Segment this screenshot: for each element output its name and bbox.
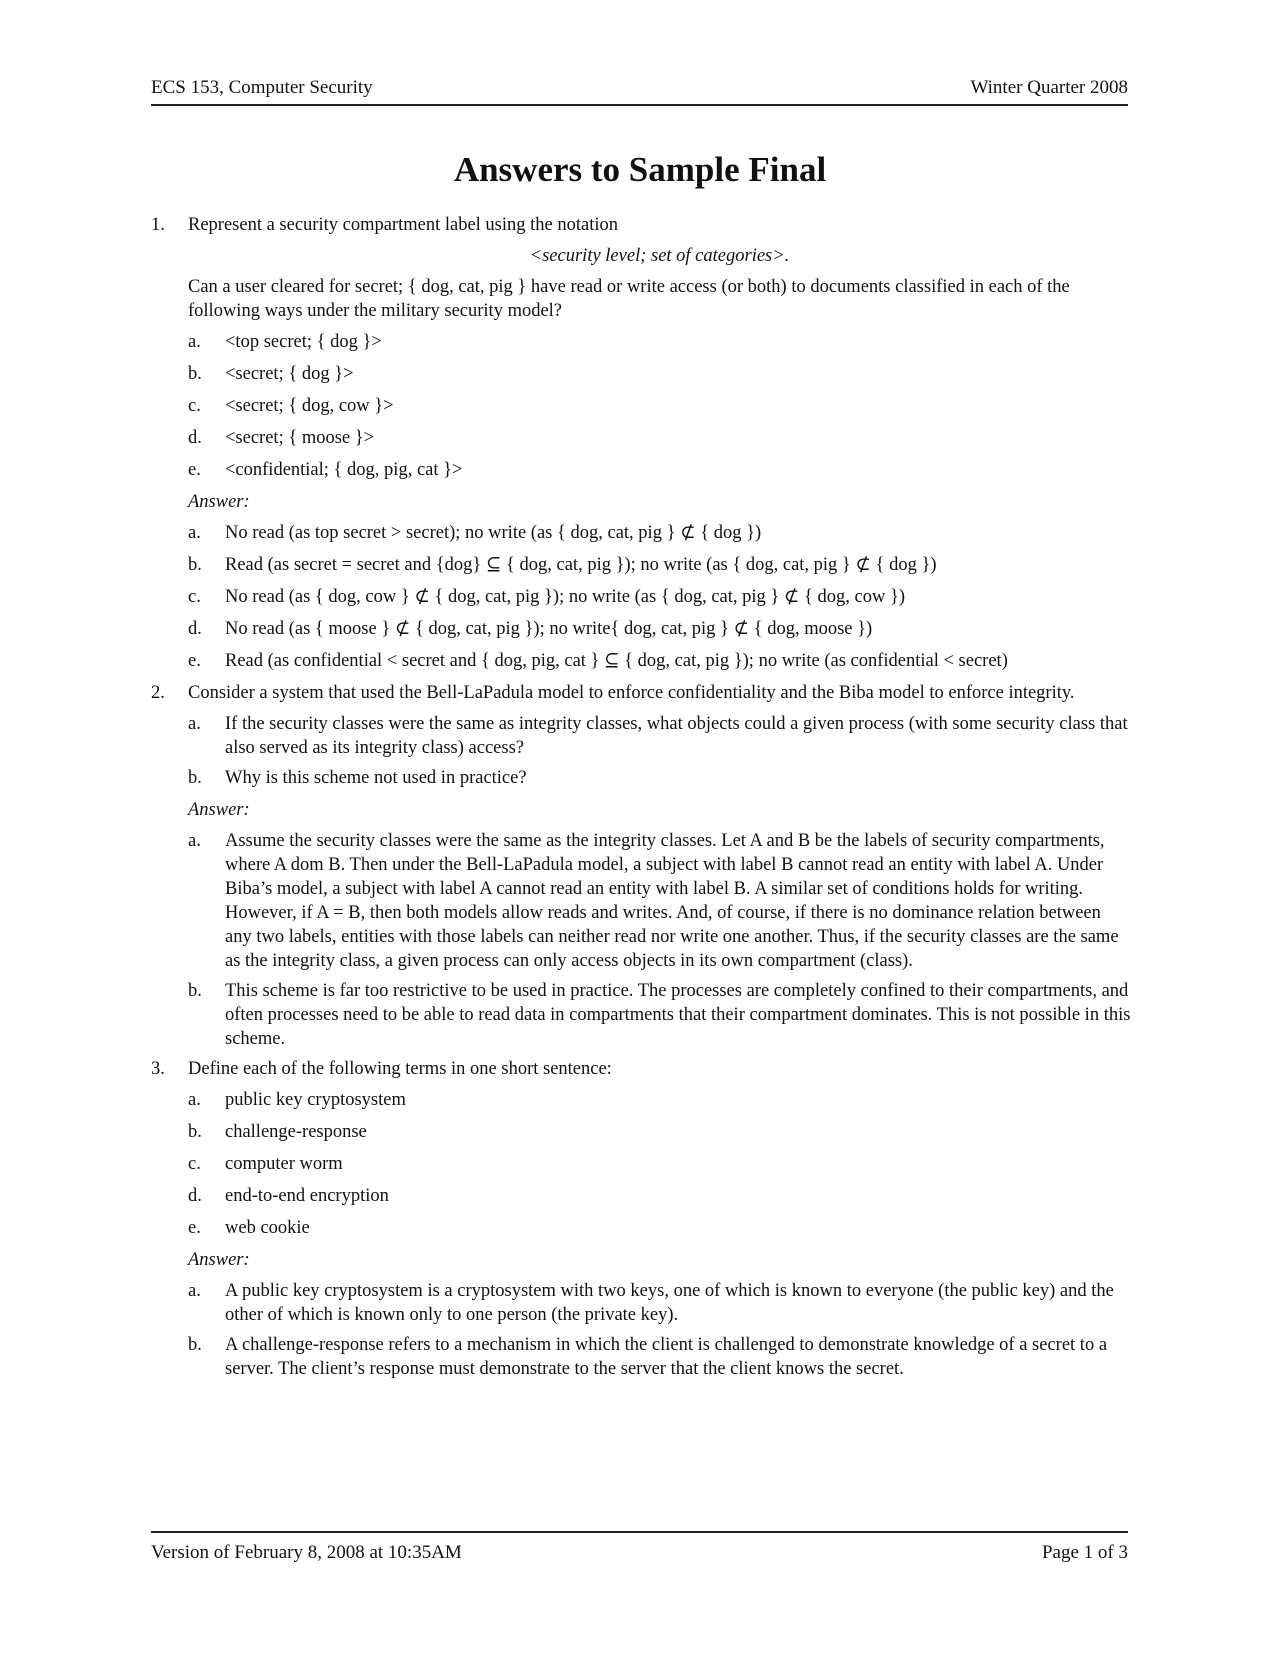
question-number: 3. bbox=[151, 1059, 165, 1079]
item-text: <secret; { dog }> bbox=[225, 364, 354, 384]
item-text: No read (as { moose } ⊄ { dog, cat, pig }); no write{ dog, cat, pig } ⊄ { dog, moose }) bbox=[225, 619, 873, 639]
quarter: Winter Quarter 2008 bbox=[970, 77, 1128, 98]
item-label: a. bbox=[188, 714, 201, 734]
question-text: Can a user cleared for secret; { dog, cat, pig } have read or write access (or both) to documents classified in each of the following ways under the military security model? bbox=[188, 277, 1070, 321]
course-name: ECS 153, Computer Security bbox=[151, 77, 373, 98]
item-label: e. bbox=[188, 1218, 201, 1238]
item-text: <secret; { dog, cow }> bbox=[225, 396, 394, 416]
list-item bbox=[188, 362, 1131, 386]
item-label: c. bbox=[188, 1154, 201, 1174]
page-header bbox=[151, 76, 1128, 106]
question-number: 2. bbox=[151, 683, 165, 703]
item-text: Read (as confidential < secret and { dog, pig, cat } ⊆ { dog, cat, pig }); no write (as confidential < secret) bbox=[225, 651, 1008, 671]
answer-item bbox=[188, 979, 1131, 1051]
answer-item bbox=[188, 521, 1131, 545]
item-text: web cookie bbox=[225, 1218, 310, 1238]
item-label: e. bbox=[188, 460, 201, 480]
item-text: public key cryptosystem bbox=[225, 1090, 406, 1110]
item-label: b. bbox=[188, 768, 202, 788]
item-label: c. bbox=[188, 587, 201, 607]
answer-item bbox=[188, 585, 1131, 609]
answer-item bbox=[188, 617, 1131, 641]
item-text: Assume the security classes were the same as the integrity classes. Let A and B be the labels of security compartments, where A dom B. Then under the Bell-LaPadula model, a subject with label B cannot read an entity with label A. Under Biba’s model, a subject with label A cannot read an entity with label B. A similar set of conditions holds for writing. However, if A = B, then both models allow reads and writes. And, of course, if there is no dominance relation between any two labels, entities with those labels can neither read nor write one another. Thus, if the security classes are the same as the integrity class, a given process can only access objects in its own compartment (class). bbox=[225, 831, 1119, 971]
answer-item bbox=[188, 829, 1131, 973]
question-prompt: Represent a security compartment label using the notation bbox=[188, 215, 618, 235]
item-text: end-to-end encryption bbox=[225, 1186, 389, 1206]
item-label: a. bbox=[188, 1281, 201, 1301]
answer-items bbox=[188, 1279, 1131, 1381]
answer-label: Answer: bbox=[188, 492, 250, 512]
question-items bbox=[188, 1088, 1131, 1240]
list-item bbox=[188, 712, 1131, 760]
item-label: a. bbox=[188, 831, 201, 851]
item-text: Read (as secret = secret and {dog} ⊆ { dog, cat, pig }); no write (as { dog, cat, pig } ⊄ { dog }) bbox=[225, 555, 937, 575]
version-date: Version of February 8, 2008 at 10:35AM bbox=[151, 1542, 462, 1563]
question-text: Define each of the following terms in one short sentence: bbox=[188, 1059, 612, 1079]
item-text: No read (as { dog, cow } ⊄ { dog, cat, pig }); no write (as { dog, cat, pig } ⊄ { dog, cow }) bbox=[225, 587, 906, 607]
item-label: e. bbox=[188, 651, 201, 671]
list-item bbox=[188, 1120, 1131, 1144]
item-text: A challenge-response refers to a mechanism in which the client is challenged to demonstrate knowledge of a secret to a server. The client’s response must demonstrate to the server that the client knows the secret. bbox=[225, 1335, 1108, 1379]
item-text: If the security classes were the same as integrity classes, what objects could a given process (with some security class that also served as its integrity class) access? bbox=[225, 714, 1128, 758]
item-label: c. bbox=[188, 396, 201, 416]
page-footer bbox=[151, 1531, 1128, 1565]
list-item bbox=[188, 1184, 1131, 1208]
answer-label: Answer: bbox=[188, 800, 250, 820]
document-body bbox=[151, 213, 1131, 1387]
item-label: b. bbox=[188, 555, 202, 575]
item-label: d. bbox=[188, 1186, 202, 1206]
page-title: Answers to Sample Final bbox=[453, 150, 827, 189]
list-item bbox=[188, 766, 1131, 790]
item-label: b. bbox=[188, 364, 202, 384]
item-text: <top secret; { dog }> bbox=[225, 332, 382, 352]
notation-line: <security level; set of categories>. bbox=[529, 246, 790, 266]
item-label: b. bbox=[188, 1122, 202, 1142]
question-number: 1. bbox=[151, 215, 165, 235]
answer-item bbox=[188, 1279, 1131, 1327]
item-text: Why is this scheme not used in practice? bbox=[225, 768, 527, 788]
item-label: b. bbox=[188, 1335, 202, 1355]
answer-label: Answer: bbox=[188, 1250, 250, 1270]
answer-item bbox=[188, 649, 1131, 673]
question-items bbox=[188, 712, 1131, 790]
item-label: a. bbox=[188, 523, 201, 543]
item-text: computer worm bbox=[225, 1154, 343, 1174]
question-2 bbox=[151, 681, 1131, 1057]
question-1 bbox=[151, 213, 1131, 681]
list-item bbox=[188, 1088, 1131, 1112]
list-item bbox=[188, 394, 1131, 418]
item-text: No read (as top secret > secret); no write (as { dog, cat, pig } ⊄ { dog }) bbox=[225, 523, 762, 543]
list-item bbox=[188, 458, 1131, 482]
item-text: challenge-response bbox=[225, 1122, 367, 1142]
item-text: This scheme is far too restrictive to be used in practice. The processes are completely confined to their compartments, and often processes need to be able to read data in compartments that their compartment dominates. This is not possible in this scheme. bbox=[225, 981, 1131, 1049]
answer-item bbox=[188, 1333, 1131, 1381]
answer-items bbox=[188, 829, 1131, 1051]
item-label: d. bbox=[188, 428, 202, 448]
list-item bbox=[188, 426, 1131, 450]
question-text: Consider a system that used the Bell-LaPadula model to enforce confidentiality and the Biba model to enforce integrity. bbox=[188, 683, 1075, 703]
item-label: a. bbox=[188, 332, 201, 352]
item-label: a. bbox=[188, 1090, 201, 1110]
answer-item bbox=[188, 553, 1131, 577]
list-item bbox=[188, 1216, 1131, 1240]
page-number: Page 1 of 3 bbox=[1041, 1542, 1128, 1563]
question-items bbox=[188, 330, 1131, 482]
answer-items bbox=[188, 521, 1131, 673]
question-3 bbox=[151, 1057, 1131, 1387]
item-label: d. bbox=[188, 619, 202, 639]
item-text: <confidential; { dog, pig, cat }> bbox=[225, 460, 463, 480]
list-item bbox=[188, 1152, 1131, 1176]
item-label: b. bbox=[188, 981, 202, 1001]
item-text: A public key cryptosystem is a cryptosystem with two keys, one of which is known to everyone (the public key) and the other of which is known only to one person (the private key). bbox=[225, 1281, 1114, 1325]
list-item bbox=[188, 330, 1131, 354]
item-text: <secret; { moose }> bbox=[225, 428, 375, 448]
